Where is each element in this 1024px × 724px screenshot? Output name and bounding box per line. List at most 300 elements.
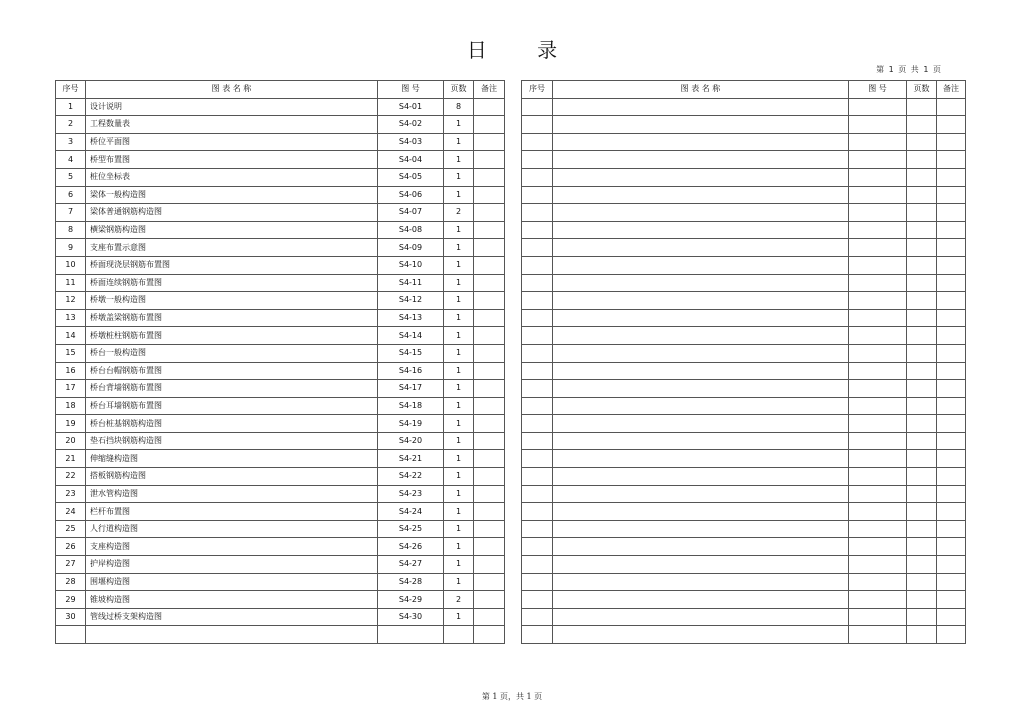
table-row bbox=[56, 503, 505, 521]
row-seq: 26 bbox=[56, 538, 86, 556]
row-name bbox=[553, 362, 849, 380]
table-row bbox=[56, 344, 505, 362]
row-note bbox=[474, 256, 505, 274]
row-note bbox=[937, 362, 966, 380]
row-note bbox=[474, 239, 505, 257]
row-note bbox=[474, 520, 505, 538]
row-code: S4-05 bbox=[378, 168, 444, 186]
row-seq: 9 bbox=[56, 239, 86, 257]
row-pages bbox=[907, 274, 937, 292]
row-pages bbox=[907, 116, 937, 134]
row-pages: 1 bbox=[444, 327, 474, 345]
row-code bbox=[849, 503, 907, 521]
row-code: S4-07 bbox=[378, 204, 444, 222]
row-seq: 14 bbox=[56, 327, 86, 345]
row-code bbox=[849, 591, 907, 609]
row-name bbox=[553, 397, 849, 415]
row-name: 锥坡构造图 bbox=[86, 591, 378, 609]
row-pages: 1 bbox=[444, 468, 474, 486]
table-row bbox=[56, 573, 505, 591]
row-pages: 1 bbox=[444, 239, 474, 257]
row-pages bbox=[907, 591, 937, 609]
row-code: S4-11 bbox=[378, 274, 444, 292]
table-row bbox=[56, 133, 505, 151]
row-code bbox=[849, 344, 907, 362]
row-pages bbox=[907, 485, 937, 503]
row-seq bbox=[522, 292, 553, 310]
row-name: 管线过桥支架构造图 bbox=[86, 608, 378, 626]
row-note bbox=[474, 98, 505, 116]
row-pages: 1 bbox=[444, 362, 474, 380]
row-pages bbox=[907, 151, 937, 169]
table-row bbox=[522, 309, 966, 327]
row-pages bbox=[907, 450, 937, 468]
document-title: 日 录 bbox=[466, 38, 580, 62]
row-code bbox=[849, 309, 907, 327]
row-name bbox=[553, 608, 849, 626]
row-note bbox=[937, 344, 966, 362]
row-code bbox=[849, 538, 907, 556]
row-name: 设计说明 bbox=[86, 98, 378, 116]
row-pages: 1 bbox=[444, 133, 474, 151]
row-pages: 1 bbox=[444, 380, 474, 398]
row-name bbox=[553, 292, 849, 310]
row-note bbox=[474, 432, 505, 450]
row-code bbox=[849, 204, 907, 222]
row-pages bbox=[907, 573, 937, 591]
row-note bbox=[937, 573, 966, 591]
row-seq bbox=[522, 397, 553, 415]
row-seq: 24 bbox=[56, 503, 86, 521]
row-code bbox=[849, 133, 907, 151]
row-code bbox=[849, 432, 907, 450]
row-pages: 1 bbox=[444, 608, 474, 626]
table-row bbox=[522, 98, 966, 116]
table-row bbox=[522, 344, 966, 362]
row-code: S4-02 bbox=[378, 116, 444, 134]
row-code bbox=[849, 221, 907, 239]
row-code: S4-06 bbox=[378, 186, 444, 204]
row-code: S4-14 bbox=[378, 327, 444, 345]
row-code bbox=[849, 292, 907, 310]
row-note bbox=[937, 520, 966, 538]
row-note bbox=[937, 204, 966, 222]
row-code: S4-04 bbox=[378, 151, 444, 169]
row-code: S4-17 bbox=[378, 380, 444, 398]
row-code: S4-29 bbox=[378, 591, 444, 609]
row-code: S4-28 bbox=[378, 573, 444, 591]
row-name: 桥台耳墙钢筋布置图 bbox=[86, 397, 378, 415]
row-note bbox=[937, 168, 966, 186]
row-pages: 1 bbox=[444, 556, 474, 574]
table-row bbox=[522, 485, 966, 503]
row-note bbox=[937, 556, 966, 574]
row-code: S4-23 bbox=[378, 485, 444, 503]
row-seq: 17 bbox=[56, 380, 86, 398]
page-footer: 第 1 页，共 1 页 bbox=[481, 692, 543, 701]
row-name bbox=[553, 98, 849, 116]
row-code: S4-12 bbox=[378, 292, 444, 310]
row-seq: 11 bbox=[56, 274, 86, 292]
header-pages: 页数 bbox=[444, 81, 474, 99]
row-name bbox=[553, 520, 849, 538]
row-note bbox=[474, 362, 505, 380]
row-name bbox=[553, 327, 849, 345]
row-seq bbox=[522, 450, 553, 468]
row-code bbox=[849, 362, 907, 380]
row-name bbox=[553, 626, 849, 644]
table-row bbox=[522, 327, 966, 345]
header-seq: 序号 bbox=[522, 81, 553, 99]
table-row bbox=[56, 538, 505, 556]
row-pages: 1 bbox=[444, 344, 474, 362]
row-pages bbox=[907, 626, 937, 644]
table-row bbox=[522, 380, 966, 398]
row-seq bbox=[522, 485, 553, 503]
row-pages: 1 bbox=[444, 573, 474, 591]
row-name bbox=[553, 133, 849, 151]
row-pages: 1 bbox=[444, 116, 474, 134]
row-seq: 12 bbox=[56, 292, 86, 310]
row-pages bbox=[907, 186, 937, 204]
table-row bbox=[522, 468, 966, 486]
table-row bbox=[56, 204, 505, 222]
table-row bbox=[522, 608, 966, 626]
row-name: 桥面连续钢筋布置图 bbox=[86, 274, 378, 292]
row-note bbox=[937, 256, 966, 274]
row-note bbox=[937, 98, 966, 116]
row-note bbox=[937, 380, 966, 398]
row-seq: 3 bbox=[56, 133, 86, 151]
table-row bbox=[522, 256, 966, 274]
row-code: S4-22 bbox=[378, 468, 444, 486]
table-row bbox=[56, 608, 505, 626]
row-pages bbox=[907, 221, 937, 239]
row-seq bbox=[522, 221, 553, 239]
row-seq bbox=[522, 538, 553, 556]
row-name: 支座构造图 bbox=[86, 538, 378, 556]
row-seq: 20 bbox=[56, 432, 86, 450]
row-name: 搭板钢筋构造图 bbox=[86, 468, 378, 486]
row-name: 桥墩盖梁钢筋布置图 bbox=[86, 309, 378, 327]
row-name bbox=[553, 344, 849, 362]
row-seq bbox=[522, 503, 553, 521]
row-note bbox=[474, 221, 505, 239]
row-code: S4-03 bbox=[378, 133, 444, 151]
row-name bbox=[553, 468, 849, 486]
row-pages bbox=[907, 133, 937, 151]
row-seq bbox=[522, 556, 553, 574]
row-pages bbox=[907, 256, 937, 274]
row-name bbox=[553, 538, 849, 556]
row-note bbox=[474, 591, 505, 609]
row-note bbox=[937, 485, 966, 503]
row-code: S4-18 bbox=[378, 397, 444, 415]
row-seq: 21 bbox=[56, 450, 86, 468]
table-row bbox=[56, 274, 505, 292]
table-row bbox=[56, 221, 505, 239]
row-seq bbox=[522, 626, 553, 644]
row-seq: 30 bbox=[56, 608, 86, 626]
row-seq: 19 bbox=[56, 415, 86, 433]
row-code: S4-20 bbox=[378, 432, 444, 450]
row-code bbox=[378, 626, 444, 644]
row-note bbox=[474, 503, 505, 521]
table-row bbox=[522, 520, 966, 538]
row-pages: 2 bbox=[444, 204, 474, 222]
row-pages: 1 bbox=[444, 292, 474, 310]
table-row bbox=[522, 186, 966, 204]
table-row bbox=[522, 415, 966, 433]
row-note bbox=[474, 415, 505, 433]
row-seq: 13 bbox=[56, 309, 86, 327]
row-seq: 25 bbox=[56, 520, 86, 538]
row-name: 桥台背墙钢筋布置图 bbox=[86, 380, 378, 398]
row-pages bbox=[907, 344, 937, 362]
row-name bbox=[553, 503, 849, 521]
table-row bbox=[522, 626, 966, 644]
row-note bbox=[937, 133, 966, 151]
row-code: S4-08 bbox=[378, 221, 444, 239]
row-name: 横梁钢筋构造图 bbox=[86, 221, 378, 239]
row-note bbox=[474, 204, 505, 222]
row-code bbox=[849, 98, 907, 116]
row-seq: 16 bbox=[56, 362, 86, 380]
row-note bbox=[474, 292, 505, 310]
row-name bbox=[553, 168, 849, 186]
table-row bbox=[522, 538, 966, 556]
row-seq bbox=[522, 468, 553, 486]
row-pages bbox=[907, 309, 937, 327]
table-row bbox=[522, 221, 966, 239]
row-name bbox=[553, 116, 849, 134]
row-code: S4-27 bbox=[378, 556, 444, 574]
row-name: 梁体普通钢筋构造图 bbox=[86, 204, 378, 222]
table-row bbox=[56, 450, 505, 468]
row-name: 桥墩一般构造图 bbox=[86, 292, 378, 310]
row-seq bbox=[522, 520, 553, 538]
row-note bbox=[937, 415, 966, 433]
row-code bbox=[849, 485, 907, 503]
row-name bbox=[553, 186, 849, 204]
row-code: S4-09 bbox=[378, 239, 444, 257]
row-name bbox=[553, 256, 849, 274]
row-pages: 1 bbox=[444, 503, 474, 521]
table-row bbox=[56, 485, 505, 503]
row-seq: 7 bbox=[56, 204, 86, 222]
row-code: S4-10 bbox=[378, 256, 444, 274]
row-code: S4-21 bbox=[378, 450, 444, 468]
row-seq: 27 bbox=[56, 556, 86, 574]
table-row bbox=[522, 133, 966, 151]
row-code: S4-24 bbox=[378, 503, 444, 521]
table-row bbox=[56, 256, 505, 274]
row-note bbox=[937, 274, 966, 292]
row-pages: 1 bbox=[444, 221, 474, 239]
row-note bbox=[937, 432, 966, 450]
table-row bbox=[522, 168, 966, 186]
table-row bbox=[522, 556, 966, 574]
row-pages: 1 bbox=[444, 151, 474, 169]
row-code: S4-19 bbox=[378, 415, 444, 433]
row-name bbox=[553, 380, 849, 398]
row-pages: 1 bbox=[444, 415, 474, 433]
table-row bbox=[522, 591, 966, 609]
row-seq: 1 bbox=[56, 98, 86, 116]
row-code: S4-26 bbox=[378, 538, 444, 556]
row-note bbox=[474, 380, 505, 398]
row-seq: 29 bbox=[56, 591, 86, 609]
row-seq bbox=[522, 432, 553, 450]
row-code bbox=[849, 327, 907, 345]
row-pages bbox=[907, 98, 937, 116]
table-row bbox=[522, 450, 966, 468]
row-note bbox=[937, 503, 966, 521]
row-pages bbox=[907, 468, 937, 486]
row-code bbox=[849, 168, 907, 186]
row-code bbox=[849, 151, 907, 169]
row-seq: 10 bbox=[56, 256, 86, 274]
row-seq bbox=[522, 98, 553, 116]
table-row bbox=[56, 309, 505, 327]
header-note: 备注 bbox=[937, 81, 966, 99]
table-row bbox=[56, 432, 505, 450]
row-note bbox=[474, 538, 505, 556]
row-name: 桥型布置图 bbox=[86, 151, 378, 169]
row-code bbox=[849, 274, 907, 292]
row-note bbox=[474, 397, 505, 415]
row-note bbox=[474, 186, 505, 204]
row-note bbox=[474, 573, 505, 591]
row-name: 桥台台帽钢筋布置图 bbox=[86, 362, 378, 380]
row-pages: 1 bbox=[444, 186, 474, 204]
row-name: 桥台桩基钢筋构造图 bbox=[86, 415, 378, 433]
row-name: 支座布置示意图 bbox=[86, 239, 378, 257]
row-note bbox=[937, 292, 966, 310]
row-seq bbox=[522, 239, 553, 257]
row-seq bbox=[522, 362, 553, 380]
row-seq: 8 bbox=[56, 221, 86, 239]
table-row bbox=[522, 292, 966, 310]
row-name bbox=[553, 432, 849, 450]
row-pages: 1 bbox=[444, 538, 474, 556]
row-code: S4-30 bbox=[378, 608, 444, 626]
row-seq bbox=[522, 608, 553, 626]
row-code: S4-25 bbox=[378, 520, 444, 538]
row-pages bbox=[907, 397, 937, 415]
row-code bbox=[849, 116, 907, 134]
row-name bbox=[553, 573, 849, 591]
header-seq: 序号 bbox=[56, 81, 86, 99]
contents-table-right bbox=[521, 80, 966, 644]
row-seq bbox=[522, 591, 553, 609]
table-row bbox=[56, 98, 505, 116]
row-pages bbox=[907, 503, 937, 521]
row-pages bbox=[444, 626, 474, 644]
row-name bbox=[553, 204, 849, 222]
table-row bbox=[56, 468, 505, 486]
row-name bbox=[553, 450, 849, 468]
table-row bbox=[56, 362, 505, 380]
row-seq bbox=[522, 415, 553, 433]
row-seq: 23 bbox=[56, 485, 86, 503]
row-note bbox=[474, 327, 505, 345]
row-seq: 22 bbox=[56, 468, 86, 486]
row-code bbox=[849, 415, 907, 433]
row-name: 护岸构造图 bbox=[86, 556, 378, 574]
row-name bbox=[553, 221, 849, 239]
row-code bbox=[849, 380, 907, 398]
row-name: 桩位坐标表 bbox=[86, 168, 378, 186]
row-note bbox=[937, 239, 966, 257]
table-row bbox=[56, 292, 505, 310]
row-name bbox=[553, 151, 849, 169]
row-pages bbox=[907, 327, 937, 345]
row-code bbox=[849, 450, 907, 468]
row-note bbox=[937, 538, 966, 556]
row-pages: 1 bbox=[444, 450, 474, 468]
row-pages: 8 bbox=[444, 98, 474, 116]
table-row bbox=[56, 168, 505, 186]
row-seq: 18 bbox=[56, 397, 86, 415]
row-name: 垫石挡块钢筋构造图 bbox=[86, 432, 378, 450]
row-seq bbox=[56, 626, 86, 644]
row-note bbox=[474, 608, 505, 626]
table-row bbox=[522, 151, 966, 169]
row-code bbox=[849, 186, 907, 204]
row-note bbox=[937, 626, 966, 644]
header-name: 图 表 名 称 bbox=[86, 81, 378, 99]
row-seq bbox=[522, 327, 553, 345]
row-note bbox=[474, 168, 505, 186]
row-seq bbox=[522, 133, 553, 151]
row-pages: 1 bbox=[444, 520, 474, 538]
row-note bbox=[474, 116, 505, 134]
row-seq bbox=[522, 309, 553, 327]
table-row bbox=[56, 520, 505, 538]
row-seq bbox=[522, 344, 553, 362]
row-seq: 4 bbox=[56, 151, 86, 169]
row-note bbox=[474, 133, 505, 151]
row-pages: 1 bbox=[444, 274, 474, 292]
row-seq bbox=[522, 573, 553, 591]
row-seq bbox=[522, 256, 553, 274]
row-name bbox=[553, 309, 849, 327]
table-row bbox=[56, 591, 505, 609]
row-seq bbox=[522, 116, 553, 134]
row-pages bbox=[907, 608, 937, 626]
row-name bbox=[553, 274, 849, 292]
row-note bbox=[474, 468, 505, 486]
row-name: 伸缩缝构造图 bbox=[86, 450, 378, 468]
table-row bbox=[522, 204, 966, 222]
row-note bbox=[937, 608, 966, 626]
row-name: 梁体一般构造图 bbox=[86, 186, 378, 204]
row-note bbox=[937, 591, 966, 609]
row-code bbox=[849, 556, 907, 574]
header-name: 图 表 名 称 bbox=[553, 81, 849, 99]
page-info: 第 1 页 共 1 页 bbox=[876, 65, 942, 74]
row-note bbox=[937, 450, 966, 468]
row-code bbox=[849, 256, 907, 274]
row-pages bbox=[907, 380, 937, 398]
row-seq bbox=[522, 168, 553, 186]
row-pages: 1 bbox=[444, 397, 474, 415]
row-seq bbox=[522, 274, 553, 292]
row-code: S4-15 bbox=[378, 344, 444, 362]
contents-table-left bbox=[55, 80, 505, 644]
row-note bbox=[937, 327, 966, 345]
